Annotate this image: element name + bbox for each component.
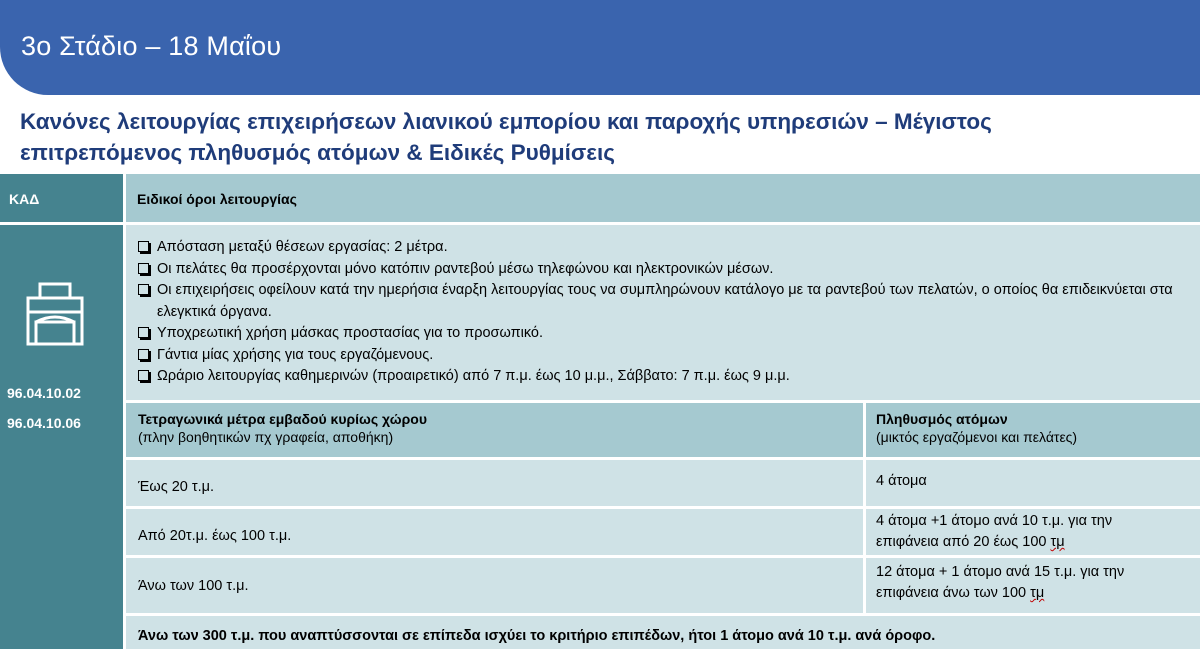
operating-rules [126, 225, 1200, 400]
rule-item: Υποχρεωτική χρήση μάσκας προστασίας για το προσωπικό. [126, 323, 1200, 345]
page-title: 3ο Στάδιο – 18 Μαΐου [21, 31, 282, 61]
terms-header: Ειδικοί όροι λειτουργίας [126, 174, 1200, 222]
area-header [126, 403, 863, 457]
rule-item: Ωράριο λειτουργίας καθημερινών (προαιρετικό) από 7 π.μ. έως 10 μ.μ., Σάββατο: 7 π.μ. έως 9 μ.μ. [126, 366, 1200, 388]
area-cell: Άνω των 100 τ.μ. [126, 558, 863, 613]
kad-code-2: 96.04.10.06 [7, 415, 81, 431]
kad-header: ΚΑΔ [0, 174, 123, 222]
population-header-note: (μικτός εργαζόμενοι και πελάτες) [876, 429, 1078, 445]
area-cell: Έως 20 τ.μ. [126, 460, 863, 506]
multi-level-note: Άνω των 300 τ.μ. που αναπτύσσονται σε επίπεδα ισχύει το κριτήριο επιπέδων, ήτοι 1 άτομο ανά 10 τ.μ. ανά όροφο. [126, 616, 1200, 649]
population-header [866, 403, 1200, 457]
checkbox-bullet-icon [138, 284, 149, 295]
population-cell: 12 άτομα + 1 άτομο ανά 15 τ.μ. για την επιφάνεια άνω των 100 τμ [866, 558, 1200, 613]
slide-subtitle [20, 106, 1180, 168]
rule-item: Οι επιχειρήσεις οφείλουν κατά την ημερήσια έναρξη λειτουργίας τους να συμπληρώνουν κατάλογο με τα ραντεβού των πελατών, ο οποίος θα επιδεικνύεται στα ελεγκτικά όργανα. [126, 280, 1200, 323]
header-bar [0, 0, 1200, 95]
rule-item: Οι πελάτες θα προσέρχονται μόνο κατόπιν ραντεβού μέσω τηλεφώνου και ηλεκτρονικών μέσων. [126, 259, 1200, 281]
rule-item: Γάντια μίας χρήσης για τους εργαζόμενους. [126, 345, 1200, 367]
checkbox-bullet-icon [138, 327, 149, 338]
area-cell: Από 20τ.μ. έως 100 τ.μ. [126, 509, 863, 555]
checkbox-bullet-icon [138, 370, 149, 381]
checkbox-bullet-icon [138, 263, 149, 274]
subtitle-line-2: επιτρεπόμενος πληθυσμός ατόμων & Ειδικές Ρυθμίσεις [20, 140, 615, 165]
area-header-note: (πλην βοηθητικών πχ γραφεία, αποθήκη) [138, 429, 394, 445]
kad-code-1: 96.04.10.02 [7, 385, 81, 401]
checkbox-bullet-icon [138, 349, 149, 360]
shop-bag-icon [26, 282, 84, 346]
checkbox-bullet-icon [138, 241, 149, 252]
population-header-title: Πληθυσμός ατόμων [876, 411, 1008, 427]
rule-item: Απόσταση μεταξύ θέσεων εργασίας: 2 μέτρα. [126, 237, 1200, 259]
subtitle-line-1: Κανόνες λειτουργίας επιχειρήσεων λιανικού εμπορίου και παροχής υπηρεσιών – Μέγιστος [20, 109, 992, 134]
population-cell: 4 άτομα [866, 460, 1200, 506]
population-cell: 4 άτομα +1 άτομο ανά 10 τ.μ. για την επιφάνεια από 20 έως 100 τμ [866, 509, 1200, 555]
area-header-title: Τετραγωνικά μέτρα εμβαδού κυρίως χώρου [138, 411, 427, 427]
